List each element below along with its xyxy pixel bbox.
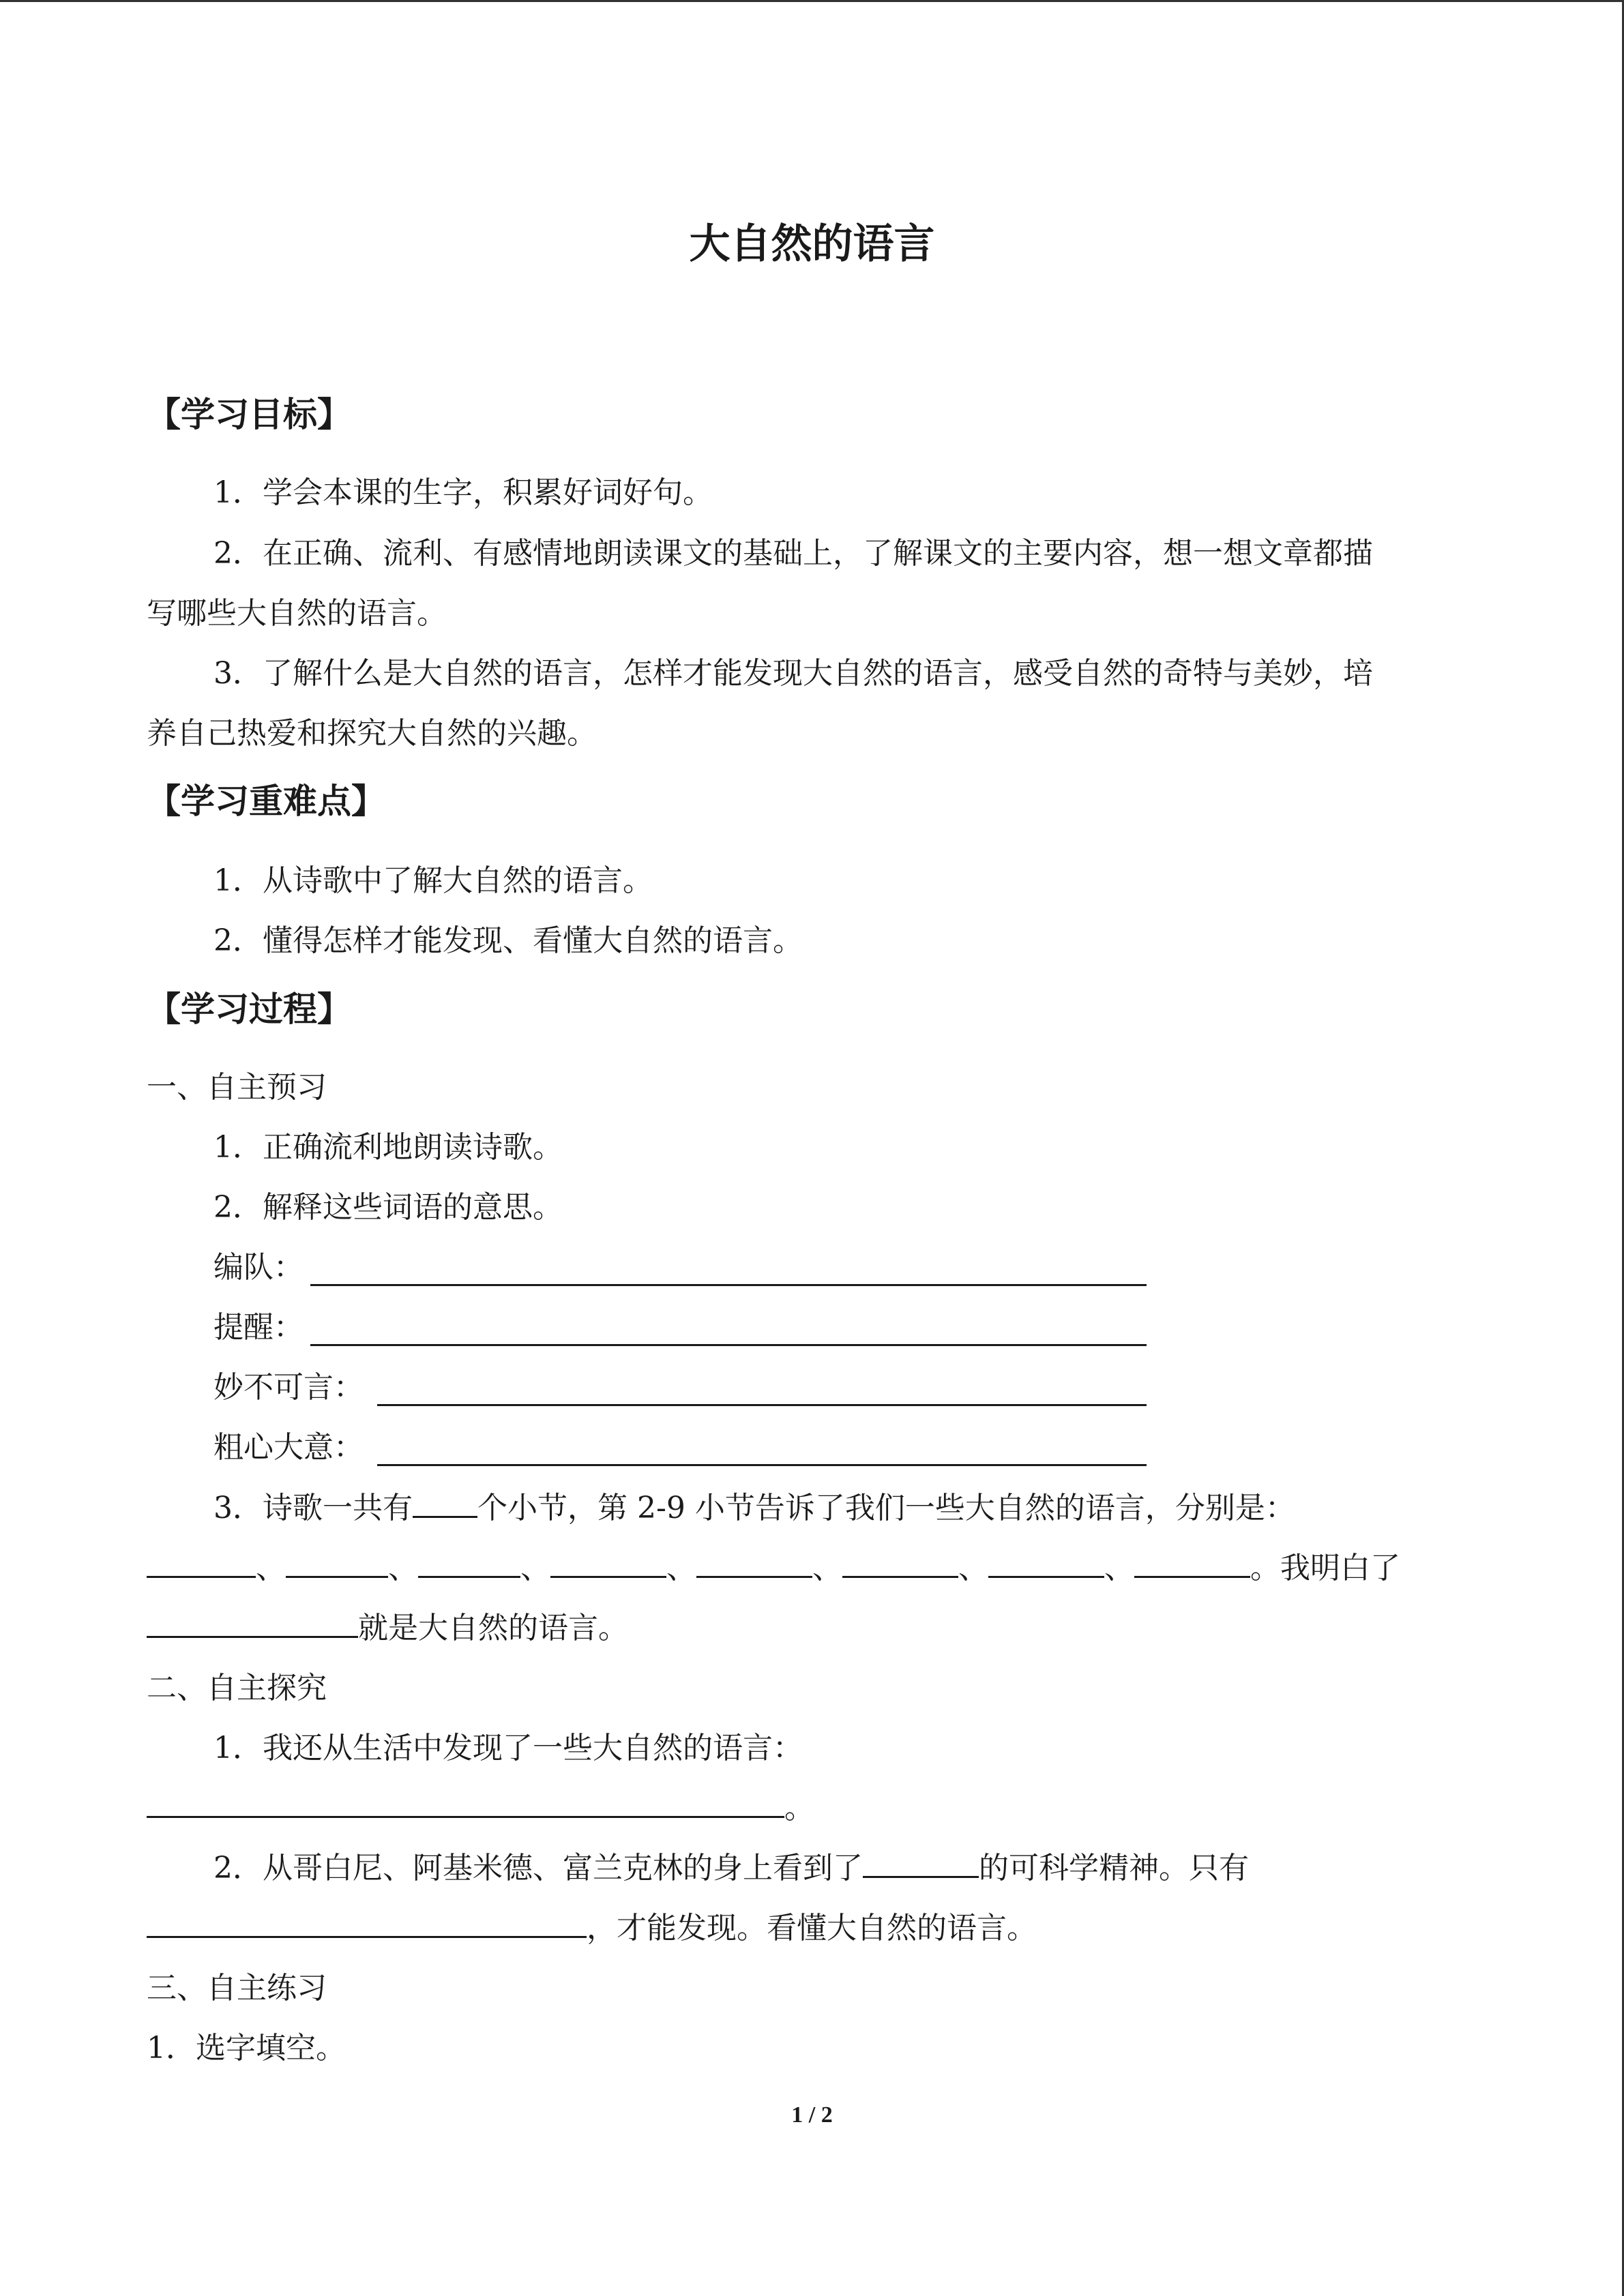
answer-blank-stanza-count[interactable] (413, 1489, 477, 1518)
part1-q3-line-1 (213, 1488, 1295, 1529)
part2-q2-line-1 (213, 1848, 1249, 1889)
q1-end: 。 (784, 1791, 814, 1825)
part1-heading: 一、自主预习 (147, 1070, 327, 1105)
part3-heading: 三、自主练习 (147, 1971, 327, 2006)
term-label: 编队： (213, 1250, 304, 1285)
part1-q1: 1．正确流利地朗读诗歌。 (213, 1130, 563, 1165)
top-border (0, 0, 1624, 2)
separator: 、 (256, 1551, 286, 1585)
answer-blank-term-2[interactable] (310, 1344, 1147, 1346)
term-label: 妙不可言： (213, 1370, 364, 1405)
section-heading-key-points: 【学习重难点】 (147, 781, 385, 821)
part3-q1: 1．选字填空。 (147, 2031, 346, 2066)
answer-blank-term-1[interactable] (310, 1284, 1147, 1286)
separator: 、 (388, 1551, 418, 1585)
q3-last: 就是大自然的语言。 (358, 1611, 628, 1645)
separator: 、 (1104, 1551, 1134, 1585)
q2-prefix: 2．从哥白尼、阿基米德、富兰克林的身上看到了 (213, 1851, 863, 1885)
answer-blank-term-4[interactable] (377, 1464, 1147, 1466)
answer-blank-language-5[interactable] (696, 1549, 812, 1578)
answer-blank-language-2[interactable] (286, 1549, 388, 1578)
separator: 、 (958, 1551, 988, 1585)
separator: 、 (666, 1551, 696, 1585)
part2-q1: 1．我还从生活中发现了一些大自然的语言： (213, 1731, 803, 1765)
part2-q1-answer-line (147, 1788, 814, 1829)
answer-blank-language-4[interactable] (550, 1549, 666, 1578)
term-label: 提醒： (213, 1310, 304, 1345)
goal-1: 1．学会本课的生字，积累好词好句。 (213, 475, 713, 510)
part2-heading: 二、自主探究 (147, 1671, 327, 1705)
answer-blank-language-7[interactable] (988, 1549, 1104, 1578)
goal-3-line-2: 养自己热爱和探究大自然的兴趣。 (147, 716, 597, 751)
answer-blank-term-3[interactable] (377, 1404, 1147, 1406)
answer-blank-understanding[interactable] (147, 1609, 358, 1638)
answer-blank-language-6[interactable] (842, 1549, 958, 1578)
q2-suffix: 的可科学精神。只有 (979, 1851, 1249, 1885)
section-heading-process: 【学习过程】 (147, 989, 351, 1029)
page-title: 大自然的语言 (689, 220, 935, 268)
goal-3-line-1: 3．了解什么是大自然的语言，怎样才能发现大自然的语言，感受自然的奇特与美妙，培 (213, 656, 1373, 691)
q2-end: ，才能发现。看懂大自然的语言。 (587, 1911, 1037, 1945)
q3-suffix: 个小节，第 2-9 小节告诉了我们一些大自然的语言，分别是： (477, 1491, 1295, 1525)
goal-2-line-2: 写哪些大自然的语言。 (147, 596, 447, 631)
answer-blank-life-language[interactable] (147, 1789, 784, 1818)
answer-blank-language-1[interactable] (147, 1549, 256, 1578)
section-heading-goals: 【学习目标】 (147, 395, 351, 434)
key-point-1: 1．从诗歌中了解大自然的语言。 (213, 863, 653, 898)
part1-q2: 2．解释这些词语的意思。 (213, 1190, 563, 1225)
answer-blank-language-8[interactable] (1134, 1549, 1250, 1578)
part2-q2-line-2 (147, 1908, 1037, 1949)
separator: 、 (812, 1551, 842, 1585)
answer-blank-spirit[interactable] (863, 1849, 979, 1878)
q3-prefix: 3．诗歌一共有 (213, 1491, 413, 1525)
part1-q3-line-2 (147, 1548, 1400, 1589)
separator: 、 (520, 1551, 550, 1585)
part1-q3-line-3 (147, 1608, 628, 1649)
key-point-2: 2．懂得怎样才能发现、看懂大自然的语言。 (213, 923, 803, 958)
term-label: 粗心大意： (213, 1430, 364, 1465)
answer-blank-language-3[interactable] (418, 1549, 520, 1578)
answer-blank-only-if[interactable] (147, 1909, 587, 1938)
q3-end: 。我明白了 (1250, 1551, 1400, 1585)
goal-2-line-1: 2．在正确、流利、有感情地朗读课文的基础上，了解课文的主要内容，想一想文章都描 (213, 536, 1373, 571)
page-number: 1 / 2 (791, 2102, 833, 2128)
